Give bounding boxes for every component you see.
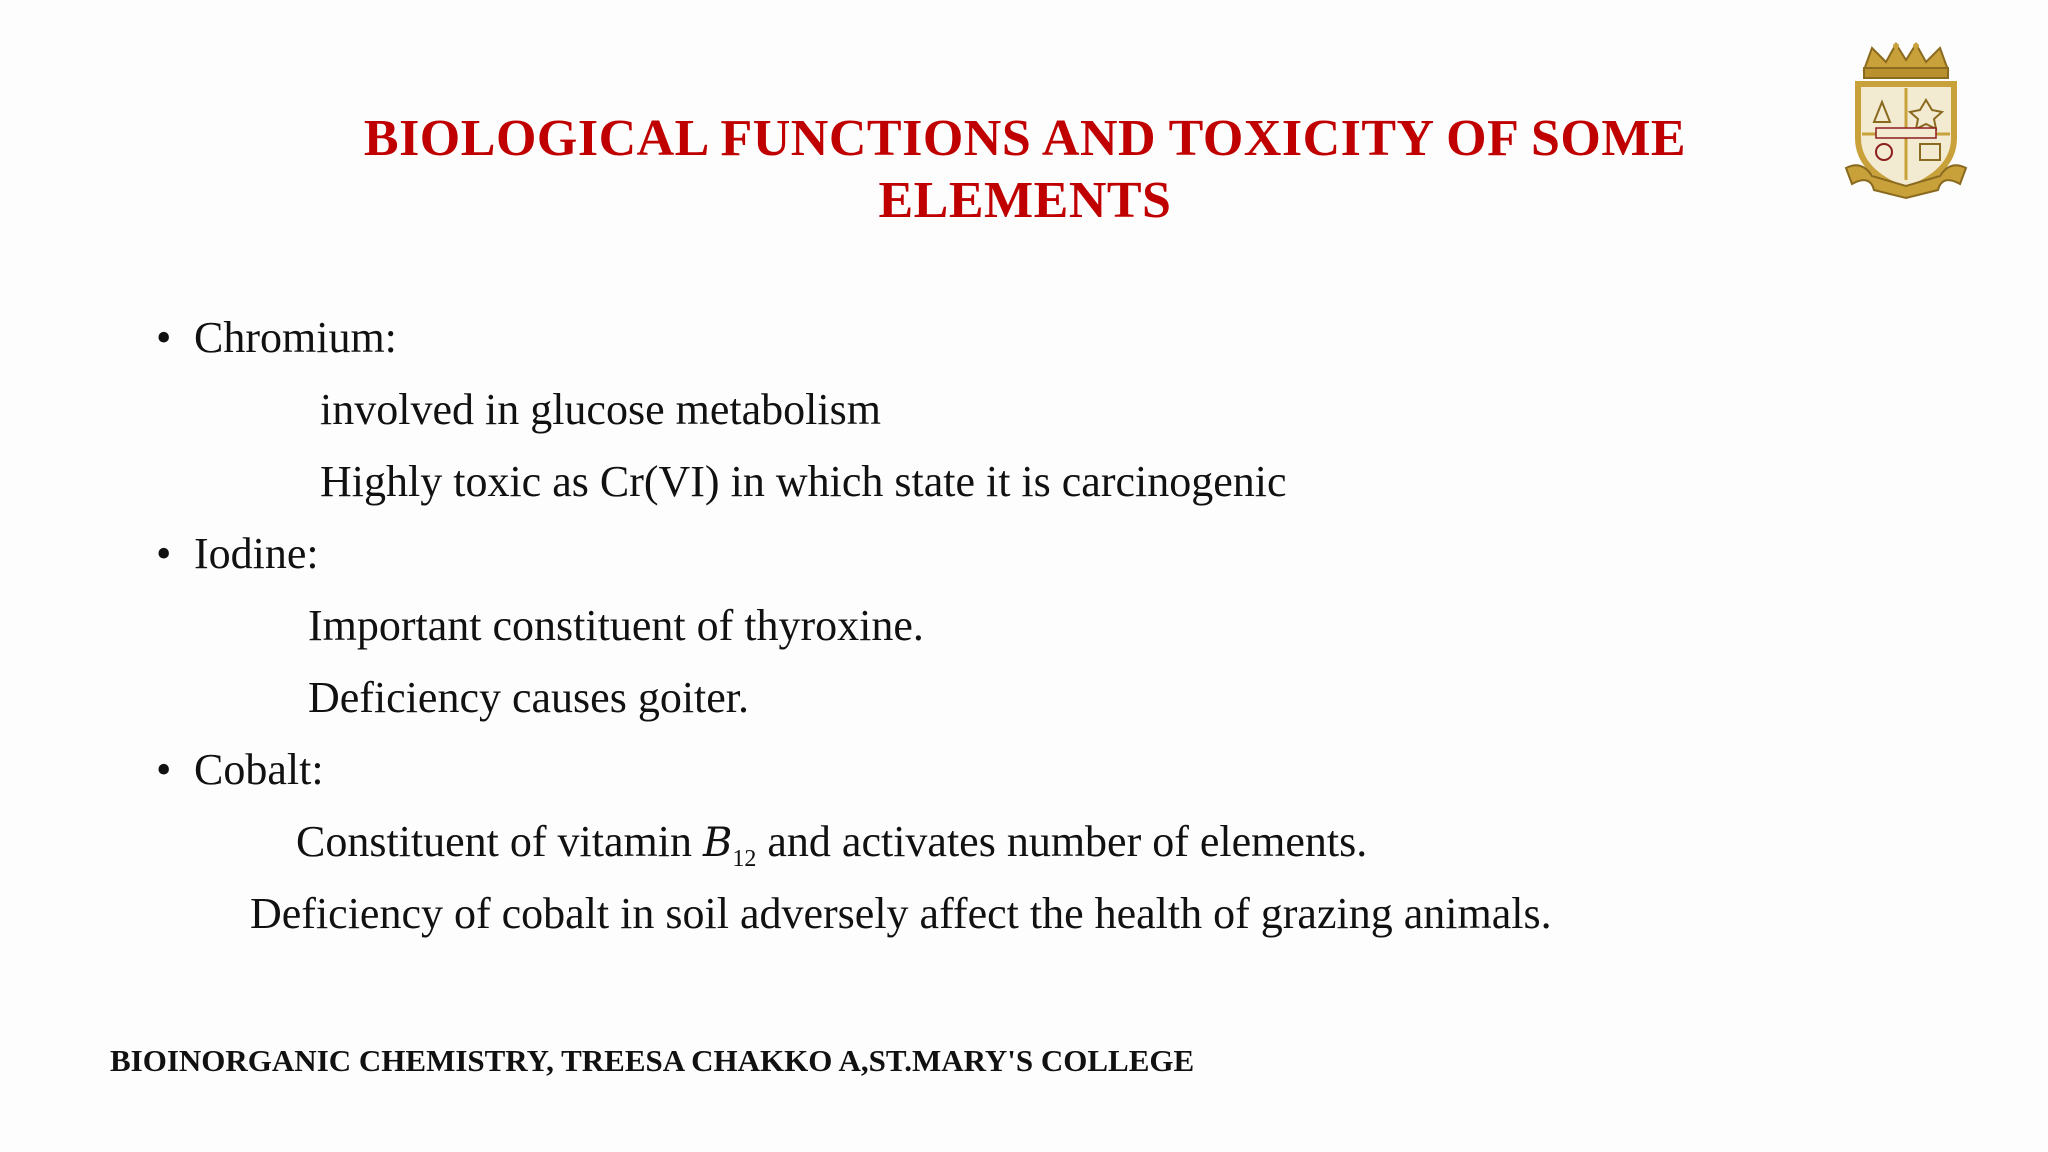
vitamin-variable: B: [702, 820, 733, 866]
slide-title: [200, 108, 1850, 232]
bullet-icon: •: [156, 313, 172, 362]
bullet-item-cobalt: [156, 744, 324, 796]
chromium-line-1: involved in glucose metabolism: [320, 385, 881, 434]
bullet-icon: •: [156, 745, 172, 794]
title-line-1: BIOLOGICAL FUNCTIONS AND TOXICITY OF SOME: [363, 110, 1687, 167]
iodine-line-1: Important constituent of thyroxine.: [308, 601, 924, 650]
bullet-item-chromium: [156, 312, 397, 364]
bullet-item-iodine: [156, 528, 319, 580]
chromium-line-2: Highly toxic as Cr(VI) in which state it is carcinogenic: [320, 457, 1287, 506]
iodine-line-2: Deficiency causes goiter.: [308, 673, 750, 722]
slide-footer: BIOINORGANIC CHEMISTRY, TREESA CHAKKO A,ST.MARY'S COLLEGE: [110, 1043, 1195, 1078]
iodine-heading: Iodine:: [194, 529, 319, 578]
vitamin-subscript: 12: [732, 846, 757, 872]
bullet-icon: •: [156, 529, 172, 578]
chromium-heading: Chromium:: [194, 313, 397, 362]
title-line-2: ELEMENTS: [878, 172, 1172, 229]
cobalt-line-1-post: and activates number of elements.: [756, 817, 1368, 866]
cobalt-line-1-pre: Constituent of vitamin: [296, 817, 703, 866]
cobalt-heading: Cobalt:: [194, 745, 324, 794]
cobalt-line-2: Deficiency of cobalt in soil adversely affect the health of grazing animals.: [250, 889, 1552, 938]
cobalt-line-1: [296, 816, 1367, 885]
college-crest-icon: [1842, 40, 1970, 200]
